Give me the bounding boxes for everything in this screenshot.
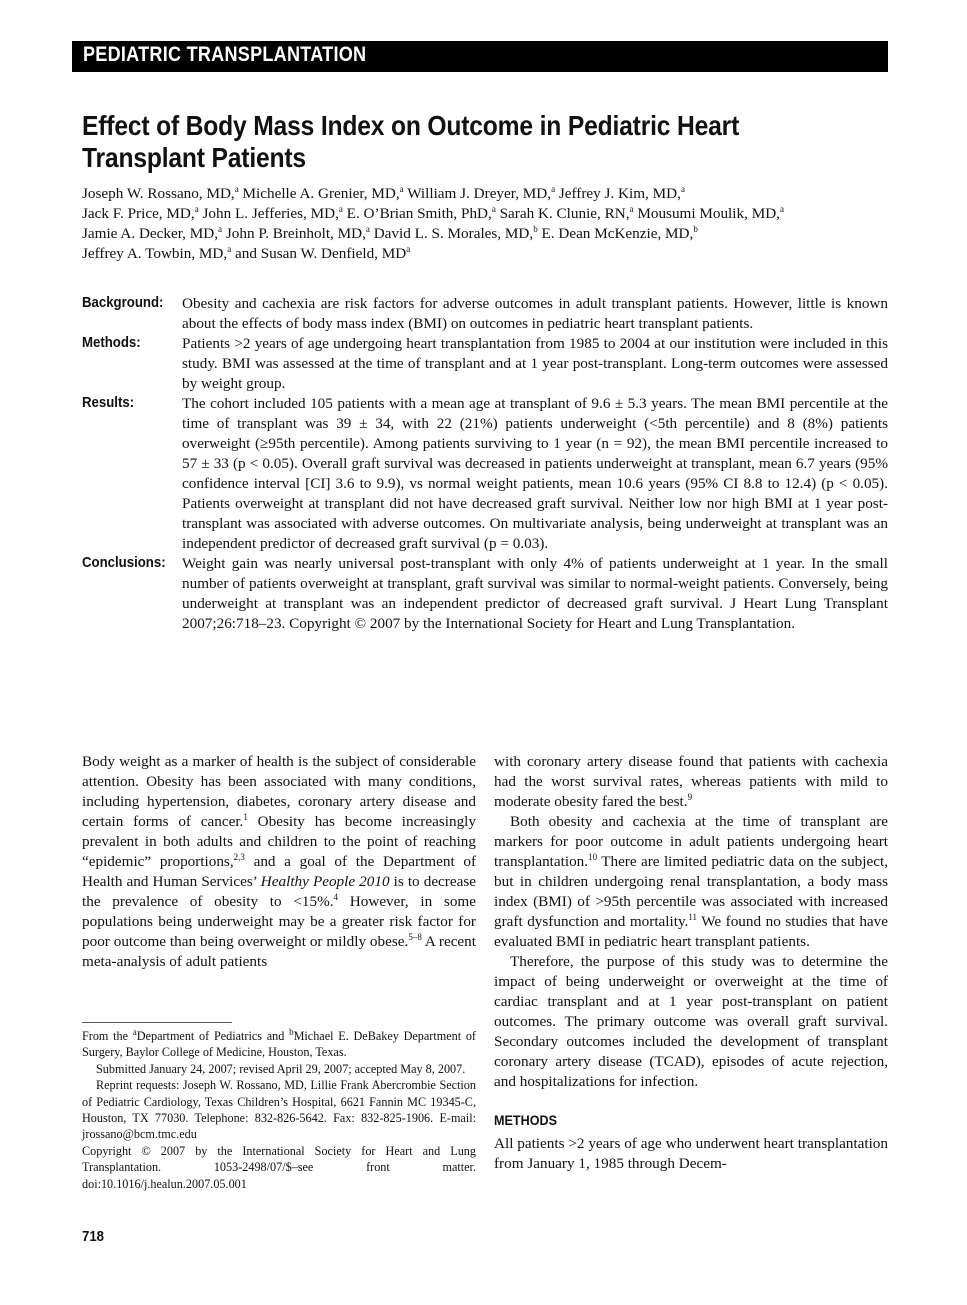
results-label: Results: — [82, 394, 135, 411]
affiliation-marker: a — [680, 183, 685, 194]
abstract-conclusions — [82, 554, 888, 634]
author-name: Sarah K. Clunie, RN, — [499, 205, 630, 222]
intro-paragraph-2: Both obesity and cachexia at the time of transplant are markers for poor outcome in adult patients undergoing heart transplantation.$^{10}$ There are limited pediatric data on the subject, but in children undergoing renal transplantation, a body mass index (BMI) of >95th percentile was associated with increased graft dysfunction and mortality.$^{11}$ We found no studies that have evaluated BMI in pediatric heart transplant patients. — [494, 813, 888, 950]
abstract-results — [82, 394, 888, 554]
author-name: Mousumi Moulik, MD, — [637, 205, 780, 222]
ref-link[interactable]: 1 — [243, 811, 248, 822]
abstract-methods — [82, 334, 888, 394]
abstract — [82, 294, 888, 634]
affiliation-marker: a — [365, 223, 370, 234]
affiliation-marker: a — [406, 243, 411, 254]
section-label: PEDIATRIC TRANSPLANTATION — [83, 43, 367, 66]
author-line — [82, 184, 892, 204]
ref-link[interactable]: 10 — [588, 851, 598, 862]
author-name: Joseph W. Rossano, MD, — [82, 185, 235, 202]
author-name: John P. Breinholt, MD, — [225, 225, 366, 242]
article-title: Effect of Body Mass Index on Outcome in Pediatric Heart Transplant Patients — [82, 110, 740, 173]
affiliation-marker: a — [399, 183, 404, 194]
author-name: Jamie A. Decker, MD, — [82, 225, 219, 242]
section-banner — [72, 41, 888, 72]
reprint-requests: Reprint requests: Joseph W. Rossano, MD, Lillie Frank Abercrombie Section of Pediatric Cardiology, Texas Children’s Hospital, 6621 Fannin MC 19345-C, Houston, TX 77030. Telephone: 832-826-5642. Fax: 832-825-1906. E-mail: jrossano@bcm.tmc.edu — [82, 1078, 476, 1142]
affiliation-marker: a — [551, 183, 556, 194]
abstract-background — [82, 294, 888, 334]
body-column-right — [494, 752, 888, 1174]
ref-link[interactable]: 5–8 — [408, 931, 422, 942]
methods-heading: METHODS — [494, 1112, 557, 1128]
ref-link[interactable]: 2,3 — [233, 851, 245, 862]
healthy-people-title: Healthy People 2010 — [260, 873, 390, 890]
author-name: Michelle A. Grenier, MD, — [242, 185, 400, 202]
background-text: Obesity and cachexia are risk factors for adverse outcomes in adult transplant patients. However, little is known about the effects of body mass index (BMI) on outcomes in pediatric heart transplant patients. — [182, 295, 888, 332]
affiliation-marker: a — [227, 243, 232, 254]
affiliation-marker: a — [194, 203, 199, 214]
page-number: 718 — [82, 1228, 105, 1245]
author-name: Jeffrey A. Towbin, MD, — [82, 245, 228, 262]
ref-link[interactable]: 4 — [333, 891, 339, 902]
purpose-paragraph: Therefore, the purpose of this study was to determine the impact of being underweight or overweight at the time of cardiac transplant and at 1 year post-transplant on patient outcomes. The primary outcome was overall graft survival. Secondary outcomes included the development of transplant coronary artery disease (TCAD), episodes of acute rejection, and hospitalizations for infection. — [494, 953, 888, 1090]
copyright-note: Copyright © 2007 by the International Society for Heart and Lung Transplantation. 1053-2498/07/$–see front matter. doi:10.1016/j.healun.2007.05.001 — [82, 1143, 476, 1191]
affiliation-marker: a — [234, 183, 239, 194]
methods-label: Methods: — [82, 334, 141, 351]
author-name: William J. Dreyer, MD, — [407, 185, 552, 202]
author-name: E. O’Brian Smith, PhD, — [346, 205, 492, 222]
affiliation-marker: b — [533, 223, 538, 234]
footnotes — [82, 1028, 476, 1192]
intro-continuation: with coronary artery disease found that patients with cachexia had the worst survival rates, whereas patients with mild to moderate obesity fared the best.$^9$ — [494, 753, 888, 810]
affiliation-marker: a — [338, 203, 343, 214]
ref-link[interactable]: 9 — [687, 791, 693, 802]
conclusions-label: Conclusions: — [82, 554, 166, 571]
affiliation-marker: a — [491, 203, 496, 214]
methods-text: Patients >2 years of age undergoing heart transplantation from 1985 to 2004 at our institution were included in this study. BMI was assessed at the time of transplant and at 1 year post-transplant. Long-term outcomes were assessed by weight group. — [182, 335, 888, 392]
background-label: Background: — [82, 294, 164, 311]
author-name: and Susan W. Denfield, MD — [234, 245, 407, 262]
author-name: Jack F. Price, MD, — [82, 205, 195, 222]
affiliation-marker: b — [693, 223, 698, 234]
author-name: Jeffrey J. Kim, MD, — [558, 185, 681, 202]
ref-link[interactable]: 11 — [688, 911, 698, 922]
results-text: The cohort included 105 patients with a mean age at transplant of 9.6 ± 5.3 years. The mean BMI percentile at the time of transplant was 39 ± 34, with 22 (21%) patients underweight (<5th percentile) and 8 (8%) patients overweight (≥95th percentile). Among patients surviving to 1 year (n = 92), the mean BMI percentile increased to 57 ± 33 (p < 0.05). Overall graft survival was decreased in patients underweight at transplant, mean 6.7 years (95% confidence interval [CI] 3.6 to 9.9), vs normal weight patients, mean 10.6 years (95% CI 8.8 to 12.4) (p < 0.05). Patients overweight at transplant did not have decreased graft survival. Neither low nor high BMI at 1 year post-transplant was associated with adverse outcomes. On multivariate analysis, being underweight at transplant was an independent predictor of decreased graft survival (p = 0.03). — [182, 395, 888, 552]
affiliation-marker: a — [218, 223, 223, 234]
author-line — [82, 244, 892, 264]
methods-paragraph: All patients >2 years of age who underwent heart transplantation from January 1, 1985 through Decem- — [494, 1135, 888, 1172]
author-line — [82, 204, 892, 224]
footnote-divider — [82, 1022, 232, 1023]
affiliation-note: From the $^a$Department of Pediatrics and $^b$Michael E. DeBakey Department of Surgery, Baylor College of Medicine, Houston, Texas. — [82, 1026, 476, 1060]
author-list — [82, 184, 892, 264]
author-line — [82, 224, 892, 244]
conclusions-text: Weight gain was nearly universal post-transplant with only 4% of patients underweight at 1 year. In the small number of patients overweight at transplant, graft survival was similar to normal-weight patients. Conversely, being underweight at transplant was an independent predictor of decreased graft survival. J Heart Lung Transplant 2007;26:718–23. Copyright © 2007 by the International Society for Heart and Lung Transplantation. — [182, 555, 888, 632]
author-name: David L. S. Morales, MD, — [373, 225, 534, 242]
author-name: E. Dean McKenzie, MD, — [541, 225, 694, 242]
body-column-left — [82, 752, 476, 972]
affiliation-marker: a — [779, 203, 784, 214]
intro-paragraph: Body weight as a marker of health is the subject of considerable attention. Obesity has been associated with many conditions, including hypertension, diabetes, coronary artery disease and certain forms of cancer.$^1$ Obesity has become increasingly prevalent in both adults and children to the point of reaching “epidemic” proportions,$^{2,3}$ and a goal of the Department of Health and Human Services’ Healthy People 2010 is to decrease the prevalence of obesity to <15%.$^4$ However, in some populations being underweight may be a greater risk factor for poor outcome than being overweight or mildly obese.$^{5-8}$ A recent meta-analysis of adult patients — [82, 753, 476, 970]
author-name: John L. Jefferies, MD, — [202, 205, 339, 222]
affiliation-marker: a — [629, 203, 634, 214]
submission-dates: Submitted January 24, 2007; revised April 29, 2007; accepted May 8, 2007. — [96, 1061, 466, 1076]
